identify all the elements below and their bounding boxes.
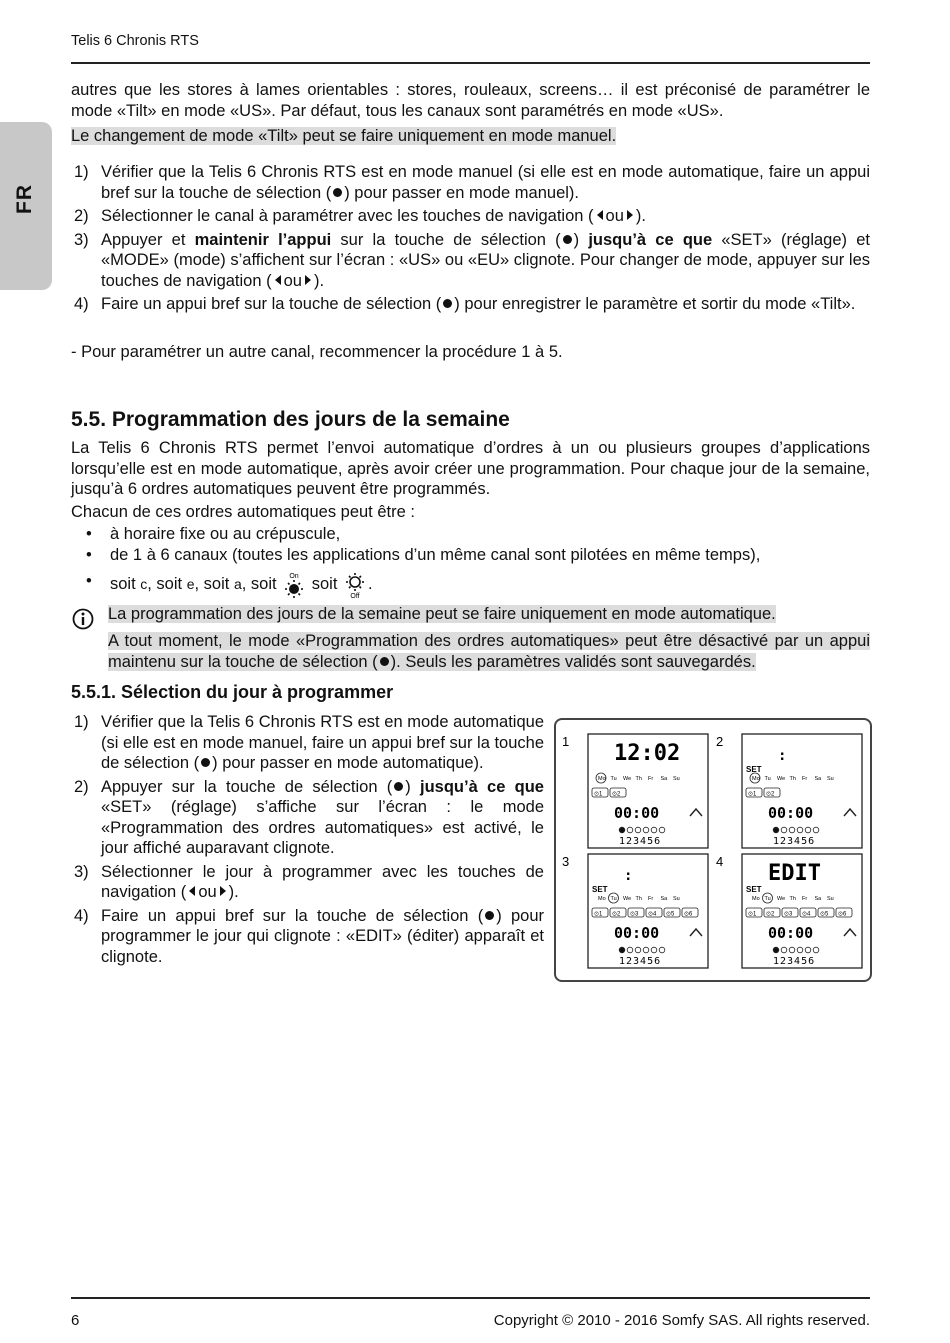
subsection-title: 5.5.1. Sélection du jour à programmer <box>71 682 394 702</box>
channel-dot <box>797 827 803 833</box>
channel-dot <box>627 947 633 953</box>
list-item: • de 1 à 6 canaux (toutes les applications d’un même canal sont pilotées en même temps), <box>86 545 761 564</box>
display-panels <box>556 720 870 980</box>
bullet-text: e <box>186 576 195 592</box>
day-label: Tu <box>764 896 771 902</box>
step-text: Faire un appui bref sur la touche de sélection ( <box>101 295 442 313</box>
step-text: «SET» (réglage) et «MODE» (mode) s’affichent sur l’écran : «US» ou «EU» clignote. Pour changer de mode, appuyer sur les touches de navigation ( <box>101 230 870 290</box>
channel-label: ⊙6 <box>838 911 847 918</box>
day-label: Su <box>827 896 834 902</box>
bullet-text: à horaire fixe ou au crépuscule, <box>110 525 341 543</box>
bullet-text: soit <box>110 575 141 593</box>
day-label: Su <box>827 776 834 782</box>
channel-dot <box>781 947 787 953</box>
channel-label: ⊙2 <box>766 791 775 798</box>
channel-dot <box>627 827 633 833</box>
lcd-top-readout: : <box>624 868 633 884</box>
list-item <box>71 906 544 968</box>
step-text: ) pour passer en mode manuel). <box>344 183 580 202</box>
channel-dot <box>643 827 649 833</box>
day-label: Tu <box>610 896 617 902</box>
bullet-text: c <box>140 576 148 592</box>
channel-dot <box>619 827 625 833</box>
day-label: We <box>777 896 786 902</box>
step-text: Sélectionner le jour à programmer avec les touches de navigation ( <box>101 862 544 901</box>
section-title: 5.5. Programmation des jours de la semaine <box>71 408 510 431</box>
lcd-time: 00:00 <box>768 804 814 822</box>
day-label: Fr <box>648 896 654 902</box>
sun-on-label: On <box>289 573 299 580</box>
set-indicator: SET <box>592 885 608 894</box>
step-text: ou <box>198 883 217 901</box>
info-text-b: ). Seuls les paramètres validés sont sauvegardés. <box>390 652 756 671</box>
channel-dot <box>813 947 819 953</box>
channel-label: ⊙4 <box>802 911 811 918</box>
step-text: ou <box>283 271 302 290</box>
intro-paragraph: autres que les stores à lames orientables : stores, rouleaux, screens… il est préconisé de paramétrer le mode «Tilt» en mode «US». Par défaut, tous les canaux sont paramétrés en mode «US». <box>71 81 870 120</box>
day-label: Su <box>673 776 680 782</box>
channel-label: ⊙4 <box>648 911 657 918</box>
select-key-icon <box>485 911 494 920</box>
panel-number: 3 <box>562 854 570 869</box>
channel-label: ⊙5 <box>666 911 675 918</box>
day-label: We <box>623 896 632 902</box>
copyright: Copyright © 2010 - 2016 Somfy SAS. All rights reserved. <box>493 1312 870 1329</box>
channel-dot <box>805 947 811 953</box>
list-item <box>71 162 870 203</box>
step-text: ) pour passer en mode automatique). <box>212 754 484 772</box>
info-text-a: A tout moment, le mode «Programmation des ordres automatiques» peut être désactivé par un appui maintenu sur la touche de sélection ( <box>108 632 870 671</box>
step-number: 3) <box>74 862 89 881</box>
channel-label: ⊙3 <box>784 911 793 918</box>
channel-label: ⊙2 <box>612 911 621 918</box>
step-number: 2) <box>74 777 89 796</box>
sun-on-icon <box>281 571 307 599</box>
select-key-icon <box>443 299 452 308</box>
repeat-note: - Pour paramétrer un autre canal, recommencer la procédure 1 à 5. <box>71 343 563 361</box>
list-item: • à horaire fixe ou au crépuscule, <box>86 525 341 543</box>
step-text: sur la touche de sélection ( <box>331 230 561 249</box>
order-type-list <box>86 524 866 599</box>
list-item <box>71 206 870 227</box>
language-label: FR <box>13 184 36 214</box>
day-label: Mo <box>598 896 606 902</box>
up-arrow-icon <box>844 929 856 936</box>
list-item <box>71 777 544 859</box>
header-rule <box>71 62 870 64</box>
day-label: Mo <box>752 896 760 902</box>
day-label: Fr <box>802 896 808 902</box>
step-number: 3) <box>74 230 89 249</box>
channel-label: ⊙6 <box>684 911 693 918</box>
step-text: «SET» (réglage) s’affiche sur l’écran : le mode «Programmation des ordres automatiques» est activé, le jour affiché auparavant clignote. <box>101 798 544 857</box>
step-text: ou <box>605 207 624 225</box>
step-text: ) pour programmer le jour qui clignote : «EDIT» (éditer) apparaît et clignote. <box>101 906 544 966</box>
left-arrow-icon <box>275 275 281 285</box>
day-label: We <box>777 776 786 782</box>
day-selection-steps <box>71 712 544 970</box>
channel-label: ⊙5 <box>820 911 829 918</box>
channel-dot <box>789 827 795 833</box>
channel-dot <box>773 947 779 953</box>
day-label: Th <box>789 776 796 782</box>
channel-label: ⊙1 <box>594 911 603 918</box>
select-key-icon <box>394 782 403 791</box>
day-label: Th <box>635 896 642 902</box>
day-label: Sa <box>660 776 668 782</box>
lcd-time: 00:00 <box>614 804 660 822</box>
select-key-icon <box>563 235 572 244</box>
right-arrow-icon <box>305 275 311 285</box>
day-label: Su <box>673 896 680 902</box>
day-label: We <box>623 776 632 782</box>
bullet-text: , soit <box>241 575 282 593</box>
list-item <box>71 712 544 774</box>
info-note-1 <box>108 604 870 625</box>
channel-label: ⊙1 <box>748 911 757 918</box>
lcd-time: 00:00 <box>614 924 660 942</box>
left-arrow-icon <box>597 210 603 220</box>
channel-dot <box>651 827 657 833</box>
step-number: 4) <box>74 906 89 925</box>
info-note-2 <box>108 631 870 672</box>
bullet-text: soit <box>307 575 343 593</box>
step-number: 1) <box>74 163 89 181</box>
lcd-top-readout: 12:02 <box>614 741 681 766</box>
day-label: Sa <box>814 776 822 782</box>
step-text: Sélectionner le canal à paramétrer avec les touches de navigation ( <box>101 207 594 225</box>
channel-label: ⊙3 <box>630 911 639 918</box>
set-indicator: SET <box>746 765 762 774</box>
day-label: Mo <box>752 776 760 782</box>
step-text: Appuyer sur la touche de sélection ( <box>101 777 393 796</box>
select-key-icon <box>380 657 389 666</box>
section-paragraph-2: Chacun de ces ordres automatiques peut être : <box>71 503 415 521</box>
panel-number: 4 <box>716 854 724 869</box>
day-label: Sa <box>814 896 822 902</box>
step-text: ) <box>573 230 589 249</box>
panel-number: 1 <box>562 734 570 749</box>
step-text: Vérifier que la Telis 6 Chronis RTS est en mode automatique (si elle est en mode manuel, faire un appui bref sur la touche de sélection ( <box>101 713 545 772</box>
step-text: Vérifier que la Telis 6 Chronis RTS est en mode manuel (si elle est en mode automatique, faire un appui bref sur la touche de sélection ( <box>101 163 870 202</box>
channel-label: ⊙2 <box>612 791 621 798</box>
lcd-time: 00:00 <box>768 924 814 942</box>
header-title: Telis 6 Chronis RTS <box>71 33 199 49</box>
day-label: Mo <box>598 776 606 782</box>
info-icon <box>72 608 94 630</box>
section-paragraph: La Telis 6 Chronis RTS permet l’envoi automatique d’ordres à un ou plusieurs groupes d’applications lorsqu’elle est en mode automatique, après avoir créer une programmation. Pour chaque jour de la semaine, jusqu’à 6 ordres automatiques peuvent être programmés. <box>71 439 870 498</box>
list-item <box>71 294 870 315</box>
channel-dot <box>813 827 819 833</box>
language-tab <box>0 122 52 290</box>
intro-note-text: Le changement de mode «Tilt» peut se faire uniquement en mode manuel. <box>71 127 617 145</box>
sun-off-label: Off <box>350 593 360 599</box>
channel-dot <box>805 827 811 833</box>
bullet-text: . <box>368 575 373 593</box>
channel-digits: 123456 <box>619 836 662 847</box>
channel-label: ⊙2 <box>766 911 775 918</box>
day-label: Th <box>789 896 796 902</box>
day-label: Fr <box>802 776 808 782</box>
step-number: 2) <box>74 207 89 225</box>
up-arrow-icon <box>844 809 856 816</box>
day-label: Fr <box>648 776 654 782</box>
up-arrow-icon <box>690 809 702 816</box>
day-label: Tu <box>610 776 617 782</box>
lcd-top-readout: EDIT <box>768 861 821 886</box>
channel-dot <box>635 947 641 953</box>
select-key-icon <box>201 758 210 767</box>
select-key-icon <box>333 188 342 197</box>
step-text: ) pour enregistrer le paramètre et sortir du mode «Tilt». <box>454 295 856 313</box>
display-figure <box>554 718 872 982</box>
channel-label: ⊙1 <box>594 791 603 798</box>
step-text: Faire un appui bref sur la touche de sélection ( <box>101 906 484 925</box>
step-text: ). <box>635 207 646 225</box>
set-indicator: SET <box>746 885 762 894</box>
channel-dot <box>651 947 657 953</box>
bullet-text: , soit <box>147 575 187 593</box>
up-arrow-icon <box>690 929 702 936</box>
right-arrow-icon <box>220 886 226 896</box>
bullet-text: , soit <box>194 575 234 593</box>
info-text <box>108 632 870 671</box>
lcd-frame <box>742 734 862 848</box>
day-label: Tu <box>764 776 771 782</box>
step-text: ) <box>405 777 421 796</box>
step-text: Appuyer et <box>101 230 195 249</box>
day-label: Sa <box>660 896 668 902</box>
step-text: ). <box>228 883 239 901</box>
right-arrow-icon <box>627 210 633 220</box>
page-number: 6 <box>71 1312 80 1329</box>
tilt-steps <box>71 162 870 318</box>
step-text: ). <box>313 271 325 290</box>
lcd-top-readout: : <box>778 748 787 764</box>
list-item <box>71 862 544 903</box>
step-bold: maintenir l’appui <box>194 230 332 249</box>
bullet-text: a <box>233 576 242 592</box>
channel-dot <box>635 827 641 833</box>
channel-dot <box>773 827 779 833</box>
channel-dot <box>789 947 795 953</box>
list-item: • soit c, soit e, soit a, soit On soit Off . <box>86 572 373 599</box>
channel-dot <box>659 947 665 953</box>
day-label: Th <box>635 776 642 782</box>
footer-rule <box>71 1297 870 1299</box>
channel-dot <box>659 827 665 833</box>
channel-digits: 123456 <box>773 836 816 847</box>
channel-dot <box>781 827 787 833</box>
step-bold: jusqu’à ce que <box>420 777 544 796</box>
left-arrow-icon <box>189 886 195 896</box>
intro-note <box>71 126 870 147</box>
channel-digits: 123456 <box>619 956 662 967</box>
sun-off-icon <box>342 571 368 599</box>
info-text: La programmation des jours de la semaine peut se faire uniquement en mode automatique. <box>108 605 776 623</box>
channel-digits: 123456 <box>773 956 816 967</box>
step-number: 1) <box>74 713 89 731</box>
channel-dot <box>797 947 803 953</box>
list-item <box>71 230 870 292</box>
step-number: 4) <box>74 295 89 313</box>
channel-dot <box>619 947 625 953</box>
panel-number: 2 <box>716 734 724 749</box>
channel-dot <box>643 947 649 953</box>
channel-label: ⊙1 <box>748 791 757 798</box>
bullet-text: de 1 à 6 canaux (toutes les applications d’un même canal sont pilotées en même temps), <box>110 545 761 564</box>
step-bold: jusqu’à ce que <box>588 230 713 249</box>
